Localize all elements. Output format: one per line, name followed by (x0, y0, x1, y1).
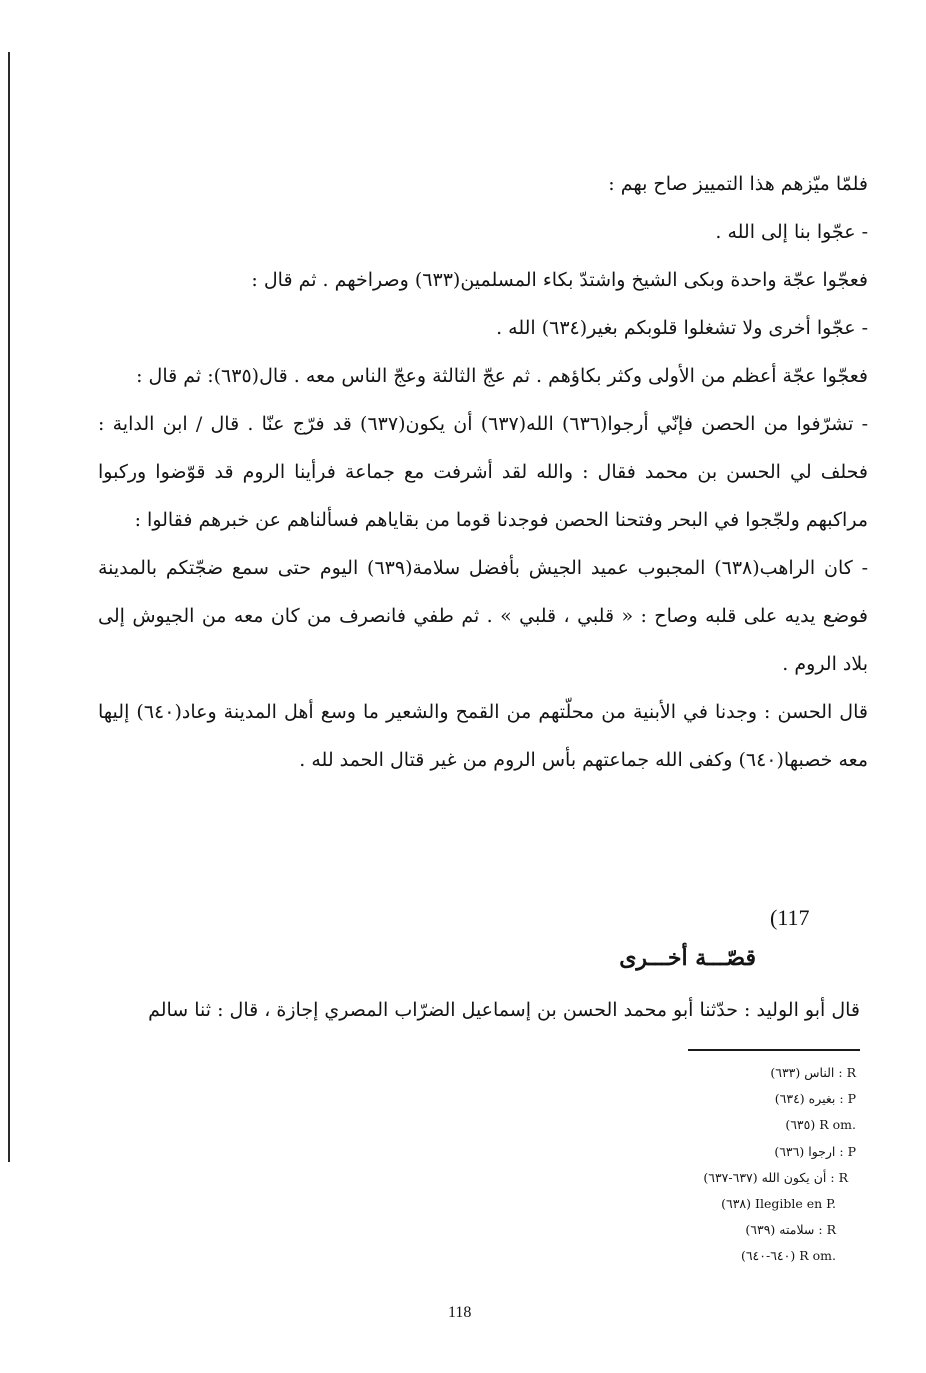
footnote-word: الناس (804, 1065, 835, 1080)
footnote-note: : R (838, 1065, 856, 1080)
footnote-note: : R (830, 1169, 848, 1185)
footnote-item (600, 1139, 860, 1165)
last-paragraph: قال أبو الوليد : حدّثنا أبو محمد الحسن بن إسماعيل الضرّاب المصري إجازة ، قال : ثنا سالم (148, 999, 860, 1021)
paragraph-7: - كان الراهب(٦٣٨) المجبوب عميد الجيش بأفضل سلامة(٦٣٩) اليوم حتى سمع ضجّتكم بالمدينة فوضع يديه على قلبه وصاح : « قلبي ، قلبي » . ثم طفي فانصرف من كان معه من الجيوش إلى بلاد الروم . (98, 557, 868, 675)
footnote-number: (٦٣٦) (774, 1143, 805, 1159)
main-text (98, 160, 868, 784)
footnote-separator (688, 1049, 860, 1051)
footnote-number: (٦٣٥) (785, 1117, 816, 1133)
paragraph-5: فعجّوا عجّة أعظم من الأولى وكثر بكاؤهم . ثم عجّ الثالثة وعجّ الناس معه . قال(٦٣٥): ثم قال : (136, 365, 868, 387)
footnote-note: Ilegible en P. (755, 1196, 836, 1212)
footnote-note: : P (839, 1143, 856, 1159)
footnote-word: أن يكون الله (761, 1169, 827, 1185)
section-title: قصّـــة أخـــرى (619, 945, 756, 971)
footnote-item (600, 1217, 860, 1243)
footnote-note: : P (839, 1091, 856, 1107)
paragraph-6: - تشرّفوا من الحصن فإنّي أرجوا(٦٣٦) الله(٦٣٧) أن يكون(٦٣٧) قد فرّج عنّا . قال / ابن الداية : فحلف لي الحسن بن محمد فقال : والله لقد أشرفت مع جماعة فرأينا الروم قد قوّضوا وركبوا مراكبهم ولجّجوا في البحر وفتحنا الحصن فوجدنا قوما من بقاياهم فسألناهم عن خبرهم فقالوا : (98, 413, 869, 531)
footnote-number: (٦٣٣) (770, 1065, 801, 1080)
footnote-item (600, 1112, 860, 1138)
paragraph-8: قال الحسن : وجدنا في الأبنية من محلّتهم من القمح والشعير ما وسع أهل المدينة وعاد(٦٤٠) إليها معه خصبها(٦٤٠) وكفى الله جماعتهم بأس الروم من غير قتال الحمد لله . (98, 701, 868, 771)
footnote-number: (٦٣٧-٦٣٧) (703, 1169, 758, 1185)
page-number: 118 (448, 1304, 472, 1321)
footnote-number: (٦٣٩) (745, 1222, 776, 1238)
story-number: (117 (770, 905, 810, 930)
footnote-number: (٦٣٨) (721, 1196, 752, 1212)
footnote-item (600, 1086, 860, 1112)
footnote-number: (٦٤٠-٦٤٠) (740, 1248, 796, 1264)
footnote-item (600, 1191, 860, 1217)
footnote-note: R om. (819, 1117, 856, 1133)
footnote-note: : R (818, 1222, 836, 1238)
paragraph-3: فعجّوا عجّة واحدة وبكى الشيخ واشتدّ بكاء المسلمين(٦٣٣) وصراخهم . ثم قال : (251, 269, 868, 291)
margin-rule (8, 52, 10, 1162)
footnote-word: بغيره (808, 1091, 836, 1107)
paragraph-1: فلمّا ميّزهم هذا التمييز صاح بهم : (608, 173, 868, 195)
paragraph-4: - عجّوا أخرى ولا تشغلوا قلوبكم بغير(٦٣٤) الله . (496, 317, 868, 339)
footnote-note: R om. (799, 1248, 836, 1264)
footnote-item (600, 1165, 860, 1191)
footnote-number: (٦٣٤) (774, 1091, 805, 1107)
paragraph-2: - عجّوا بنا إلى الله . (715, 221, 868, 243)
footnote-item (600, 1060, 860, 1086)
footnote-item (600, 1243, 860, 1269)
footnote-word: سلامته (779, 1222, 815, 1238)
footnotes-list (600, 1060, 860, 1270)
footnote-word: ارجوا (808, 1143, 836, 1159)
